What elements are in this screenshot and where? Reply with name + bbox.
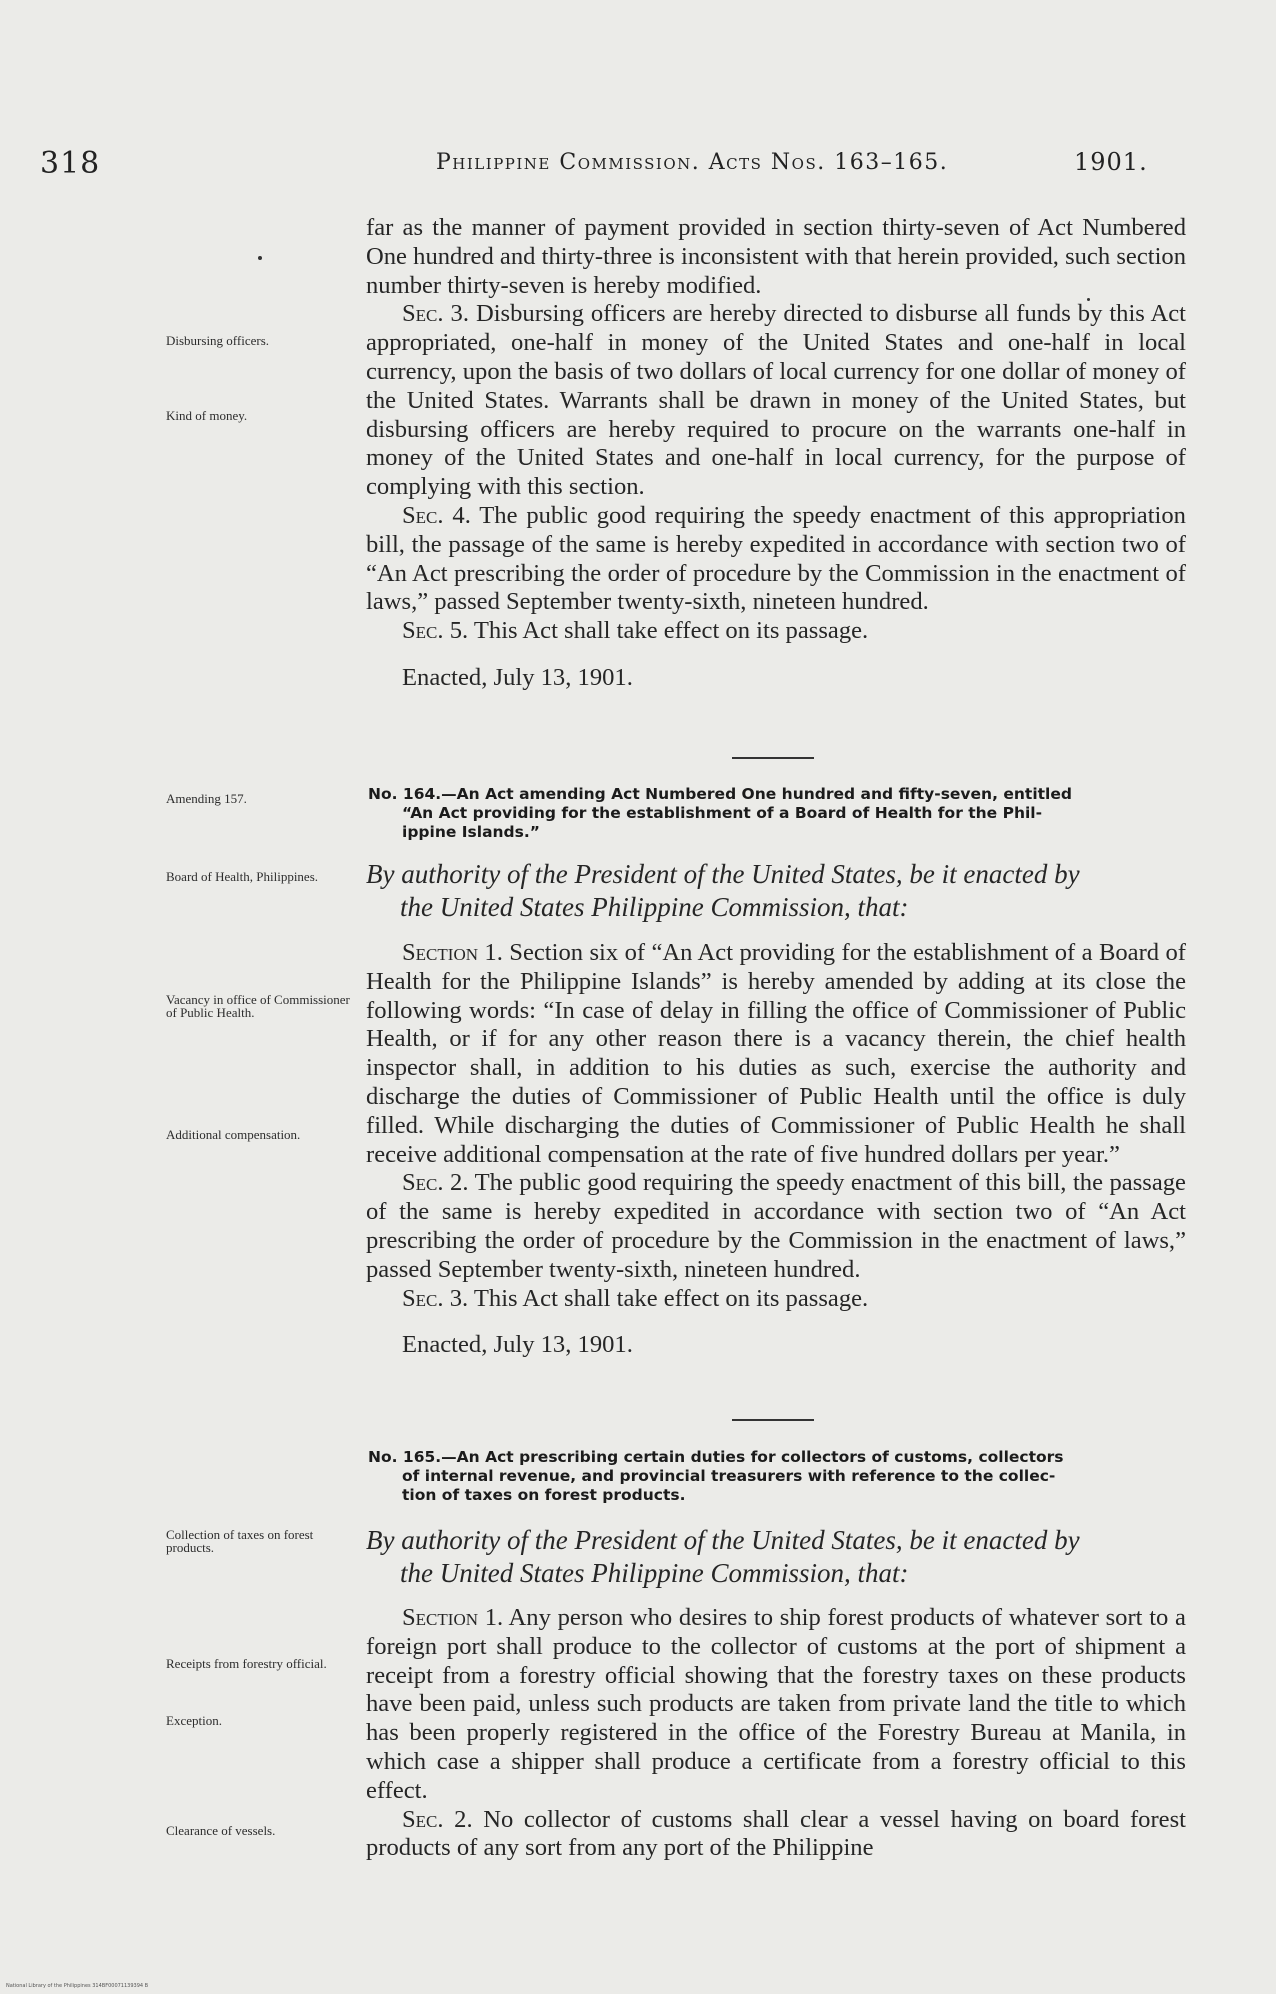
margin-note-amending-157: Amending 157.	[166, 791, 247, 806]
section-label: Sec. 4.	[402, 501, 471, 529]
section-text: Any person who desires to ship forest products of whatever sort to a foreign port shall produce to the collector of customs at the port of shipment a receipt from a forestry official showing that the forestry taxes on these products have been paid, unless such products are taken from private land the title to which has been properly registered in the office of the Forestry Bureau at Manila, in which case a shipper shall produce a certificate from a forestry official to this effect.	[366, 1604, 1186, 1804]
act-164-enacting-clause	[366, 858, 1186, 924]
act-164-section-1	[366, 939, 1186, 1169]
act-165-section-2	[366, 1806, 1186, 1864]
act-title-line: ippine Islands.”	[402, 823, 540, 841]
act-163-section-3	[366, 300, 1186, 502]
section-label: Section 1.	[402, 1604, 504, 1631]
scan-footer: National Library of the Philippines 314BF00071139394 B	[6, 1983, 149, 1989]
section-divider	[732, 1419, 814, 1421]
act-title-line: “An Act providing for the establishment of a Board of Health for the Phil-	[402, 804, 1043, 822]
margin-note-vacancy: Vacancy in office of Commissioner of Public Health.	[166, 992, 350, 1020]
page-header	[40, 146, 1216, 186]
section-text: This Act shall take effect on its passage.	[473, 1284, 869, 1312]
act-163-section-5	[366, 617, 1186, 646]
page-number: 318	[40, 146, 101, 181]
running-head-year: 1901.	[1074, 148, 1148, 176]
margin-note-collection-of-taxes: Collection of taxes on forest products.	[166, 1527, 314, 1555]
act-165-title	[368, 1448, 1184, 1505]
act-163-section-4	[366, 502, 1186, 617]
act-164-section-2	[366, 1169, 1186, 1284]
act-title-line: No. 164.—An Act amending Act Numbered One hundred and fifty-seven, entitled	[368, 785, 1072, 803]
print-mark	[258, 256, 262, 260]
act-164-section-3	[366, 1285, 1186, 1314]
section-text: This Act shall take effect on its passage.	[473, 617, 869, 645]
section-divider	[732, 757, 814, 759]
section-label: Sec. 2.	[402, 1169, 469, 1197]
section-label: Sec. 5.	[402, 617, 469, 645]
act-163-continued-paragraph: far as the manner of payment provided in section thirty-seven of Act Numbered One hundred and thirty-three is inconsistent with that herein provided, such section number thirty-seven is hereby modified.	[366, 214, 1186, 299]
margin-note-exception: Exception.	[166, 1713, 222, 1728]
running-head: Philippine Commission. Acts Nos. 163–165.	[436, 150, 949, 175]
section-text: Section six of “An Act providing for the establishment of a Board of Health for the Philippine Islands” is hereby amended by adding at its close the following words: “In case of delay in filling the office of Commissioner of Public Health, or if for any other reason there is a vacancy therein, the chief health inspector shall, in addition to his duties as such, exercise the authority and discharge the duties of Commissioner of Public Health until the office is duly filled. While discharging the duties of Commissioner of Public Health he shall receive additional compensation at the rate of five hundred dollars per year.”	[366, 939, 1186, 1168]
section-text: The public good requiring the speedy enactment of this bill, the passage of the same is hereby expedited in accordance with section two of “An Act prescribing the order of procedure by the Commission in the enactment of laws,” passed September twenty-sixth, nineteen hundred.	[366, 1169, 1186, 1283]
act-title-line: tion of taxes on forest products.	[402, 1486, 686, 1504]
act-164-enacted-date: Enacted, July 13, 1901.	[402, 1331, 633, 1359]
margin-note-disbursing-officers: Disbursing officers.	[166, 333, 270, 348]
section-text: No collector of customs shall clear a vessel having on board forest products of any sort from any port of the Philippine	[366, 1805, 1186, 1862]
enacting-clause-line: the United States Philippine Commission, that:	[400, 1558, 909, 1588]
act-165-text	[366, 1604, 1186, 1863]
act-164-text	[366, 939, 1186, 1360]
act-title-line: of internal revenue, and provincial treasurers with reference to the collec-	[402, 1467, 1056, 1485]
section-label: Sec. 3.	[402, 300, 469, 328]
margin-note-additional-compensation: Additional compensation.	[166, 1127, 301, 1142]
margin-note-board-of-health: Board of Health, Philippines.	[166, 869, 319, 884]
section-text: Disbursing officers are hereby directed to disburse all funds by this Act appropriated, one-half in money of the United States and one-half in local currency, upon the basis of two dollars of local currency for one dollar of money of the United States. Warrants shall be drawn in money of the United States, but disbursing officers are hereby required to procure on the warrants one-half in money of the United States and one-half in local currency, for the purpose of complying with this section.	[366, 300, 1186, 501]
section-label: Sec. 3.	[402, 1284, 469, 1312]
act-165-section-1	[366, 1604, 1186, 1806]
act-164-title	[368, 785, 1184, 842]
enacting-clause-line: By authority of the President of the United States, be it enacted by	[366, 1525, 1080, 1555]
act-163-enacted-date: Enacted, July 13, 1901.	[402, 663, 633, 691]
act-165-enacting-clause	[366, 1524, 1186, 1590]
margin-note-kind-of-money: Kind of money.	[166, 408, 248, 423]
section-text: The public good requiring the speedy enactment of this appropriation bill, the passage of the same is hereby expedited in accordance with section two of “An Act prescribing the order of procedure by the Commission in the enactment of laws,” passed September twenty-sixth, nineteen hundred.	[366, 501, 1186, 616]
margin-note-receipts: Receipts from forestry official.	[166, 1656, 327, 1671]
enacting-clause-line: the United States Philippine Commission, that:	[400, 892, 909, 922]
enacting-clause-line: By authority of the President of the United States, be it enacted by	[366, 859, 1080, 889]
act-163-text	[366, 214, 1186, 693]
act-title-line: No. 165.—An Act prescribing certain duties for collectors of customs, collectors	[368, 1448, 1064, 1466]
section-label: Section 1.	[402, 939, 503, 966]
section-label: Sec. 2.	[402, 1805, 473, 1833]
margin-note-clearance: Clearance of vessels.	[166, 1823, 276, 1838]
